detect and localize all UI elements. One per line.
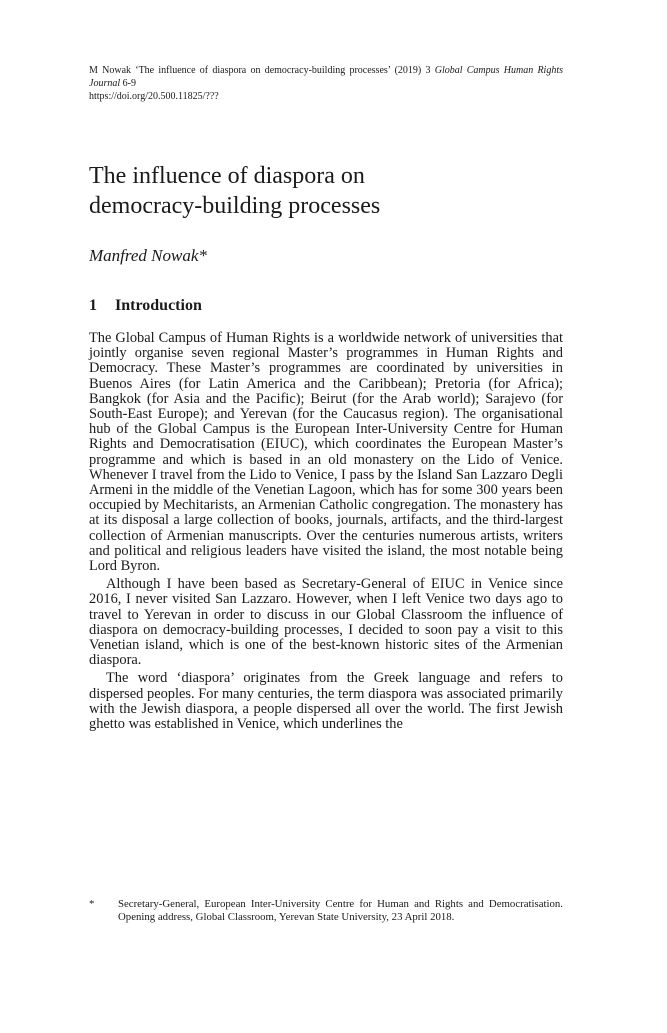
article-title (89, 161, 563, 221)
body-text (89, 331, 563, 732)
paragraph: The Global Campus of Human Rights is a worldwide network of universities that jointly organise seven regional Master’s programmes in Human Rights and Democracy. These Master’s programmes are coordinated by universities in Buenos Aires (for Latin America and the Caribbean); Pretoria (for Africa); Bangkok (for Asia and the Pacific); Beirut (for the Arab world); Sarajevo (for South-East Europe); and Yerevan (for the Caucasus region). The organisational hub of the Global Campus is the European Inter-University Centre for Human Rights and Democratisation (EIUC), which coordinates the European Master’s programme and which is based in an old monastery on the Lido of Venice. Whenever I travel from the Lido to Venice, I pass by the Island San Lazzaro Degli Armeni in the middle of the Venetian Lagoon, which has for some 300 years been occupied by Mechitarists, an Armenian Catholic congregation. The monastery has at its disposal a large collection of books, journals, artifacts, and the third-largest collection of Armenian manuscripts. Over the centuries numerous artists, writers and political and religious leaders have visited the island, the most notable being Lord Byron. (89, 330, 563, 575)
section-number: 1 (89, 297, 97, 314)
citation-header (89, 64, 563, 103)
title-line-1: The influence of diaspora on (89, 163, 365, 189)
footnote-text: Secretary-General, European Inter-University Centre for Human and Rights and Democratisation. Opening address, Global Classroom, Yerevan State University, 23 April 2018. (118, 898, 563, 923)
journal-name: Global Campus Human Rights Journal (89, 65, 563, 89)
title-line-2: democracy-building processes (89, 193, 381, 219)
paragraph: The word ‘diaspora’ originates from the Greek language and refers to dispersed peoples. For many centuries, the term diaspora was associated primarily with the Jewish diaspora, a people dispersed all over the world. The first Jewish ghetto was established in Venice, which underlines the (89, 670, 563, 733)
footnote (89, 898, 563, 923)
section-heading (89, 295, 202, 317)
citation-pages: 6-9 (120, 78, 136, 89)
paragraph: Although I have been based as Secretary-General of EIUC in Venice since 2016, I never visited San Lazzaro. However, when I left Venice two days ago to travel to Yerevan in order to discuss in our Global Classroom the influence of diaspora on democracy-building processes, I decided to soon pay a visit to this Venetian island, which is one of the best-known historic sites of the Armenian diaspora. (89, 576, 563, 669)
footnote-mark: * (89, 898, 95, 910)
doi-link[interactable]: https://doi.org/20.500.11825/??? (89, 91, 219, 102)
author-name: Manfred Nowak* (89, 246, 207, 265)
section-title: Introduction (115, 297, 202, 314)
citation-text: M Nowak ‘The influence of diaspora on democracy-building processes’ (2019) 3 (89, 65, 435, 76)
